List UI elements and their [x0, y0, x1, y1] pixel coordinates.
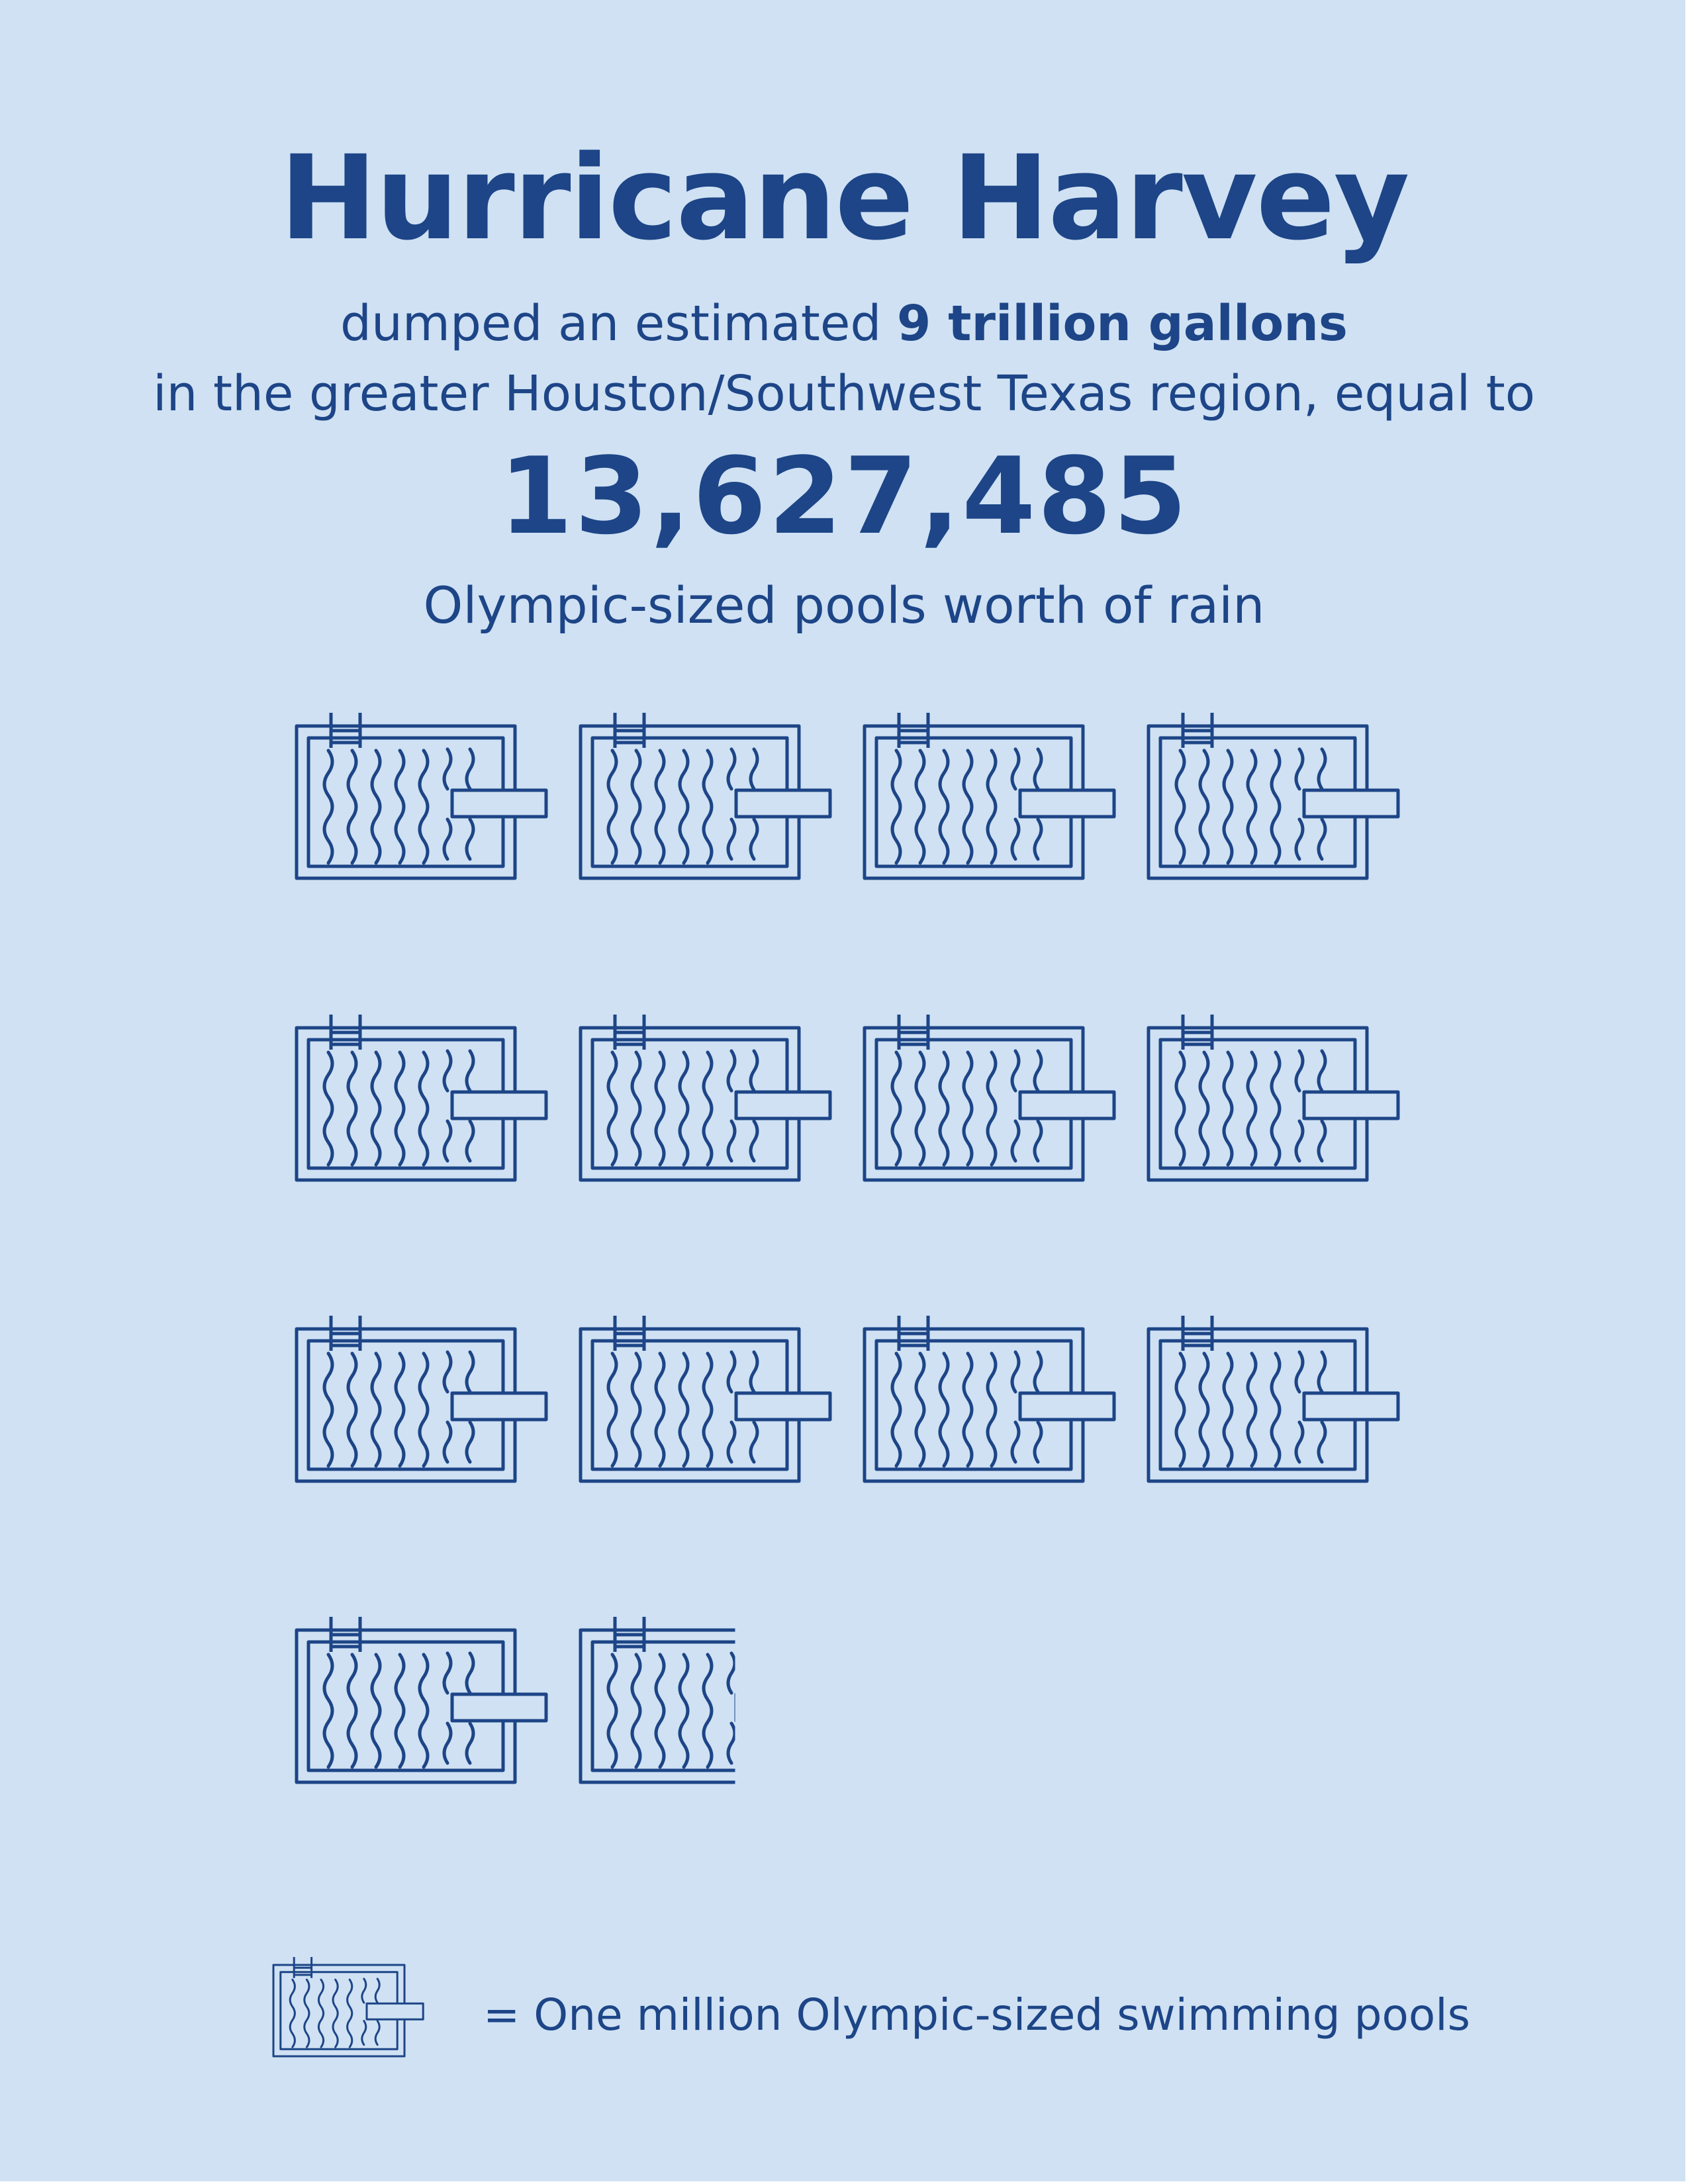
page-title: Hurricane Harvey — [279, 130, 1409, 266]
pool-icon-9 — [297, 1316, 546, 1481]
pool-icon-7 — [865, 1015, 1114, 1180]
subtitle — [0, 289, 1688, 429]
legend — [268, 1952, 1592, 2078]
swimming-pool-icon — [268, 1952, 467, 2078]
pool-icon-6 — [581, 1015, 830, 1180]
pool-icon-4 — [1149, 713, 1398, 878]
infographic-header — [0, 132, 1688, 642]
pool-icon-5 — [297, 1015, 546, 1180]
pool-icon-13 — [297, 1617, 546, 1782]
pool-icon-11 — [865, 1316, 1114, 1481]
pictogram-chart — [0, 688, 1688, 1827]
pool-icon-12 — [1149, 1316, 1398, 1481]
pool-icon-2 — [581, 713, 830, 878]
rain-amount: 9 trillion gallons — [896, 295, 1348, 352]
pool-caption: Olympic-sized pools worth of rain — [423, 576, 1265, 635]
legend-pool-icon — [273, 1957, 423, 2056]
legend-label: = One million Olympic-sized swimming pools — [483, 1989, 1470, 2040]
subtitle-prefix: dumped an estimated — [340, 295, 897, 352]
pool-icon-8 — [1149, 1015, 1398, 1180]
subtitle-line-1 — [0, 289, 1688, 359]
pool-count: 13,627,485 — [498, 434, 1190, 558]
pool-icon-10 — [581, 1316, 830, 1481]
subtitle-line-2: in the greater Houston/Southwest Texas region, equal to — [152, 365, 1536, 422]
pool-icon-14 — [581, 1617, 830, 1782]
pool-icon-3 — [865, 713, 1114, 878]
pool-icon-1 — [297, 713, 546, 878]
